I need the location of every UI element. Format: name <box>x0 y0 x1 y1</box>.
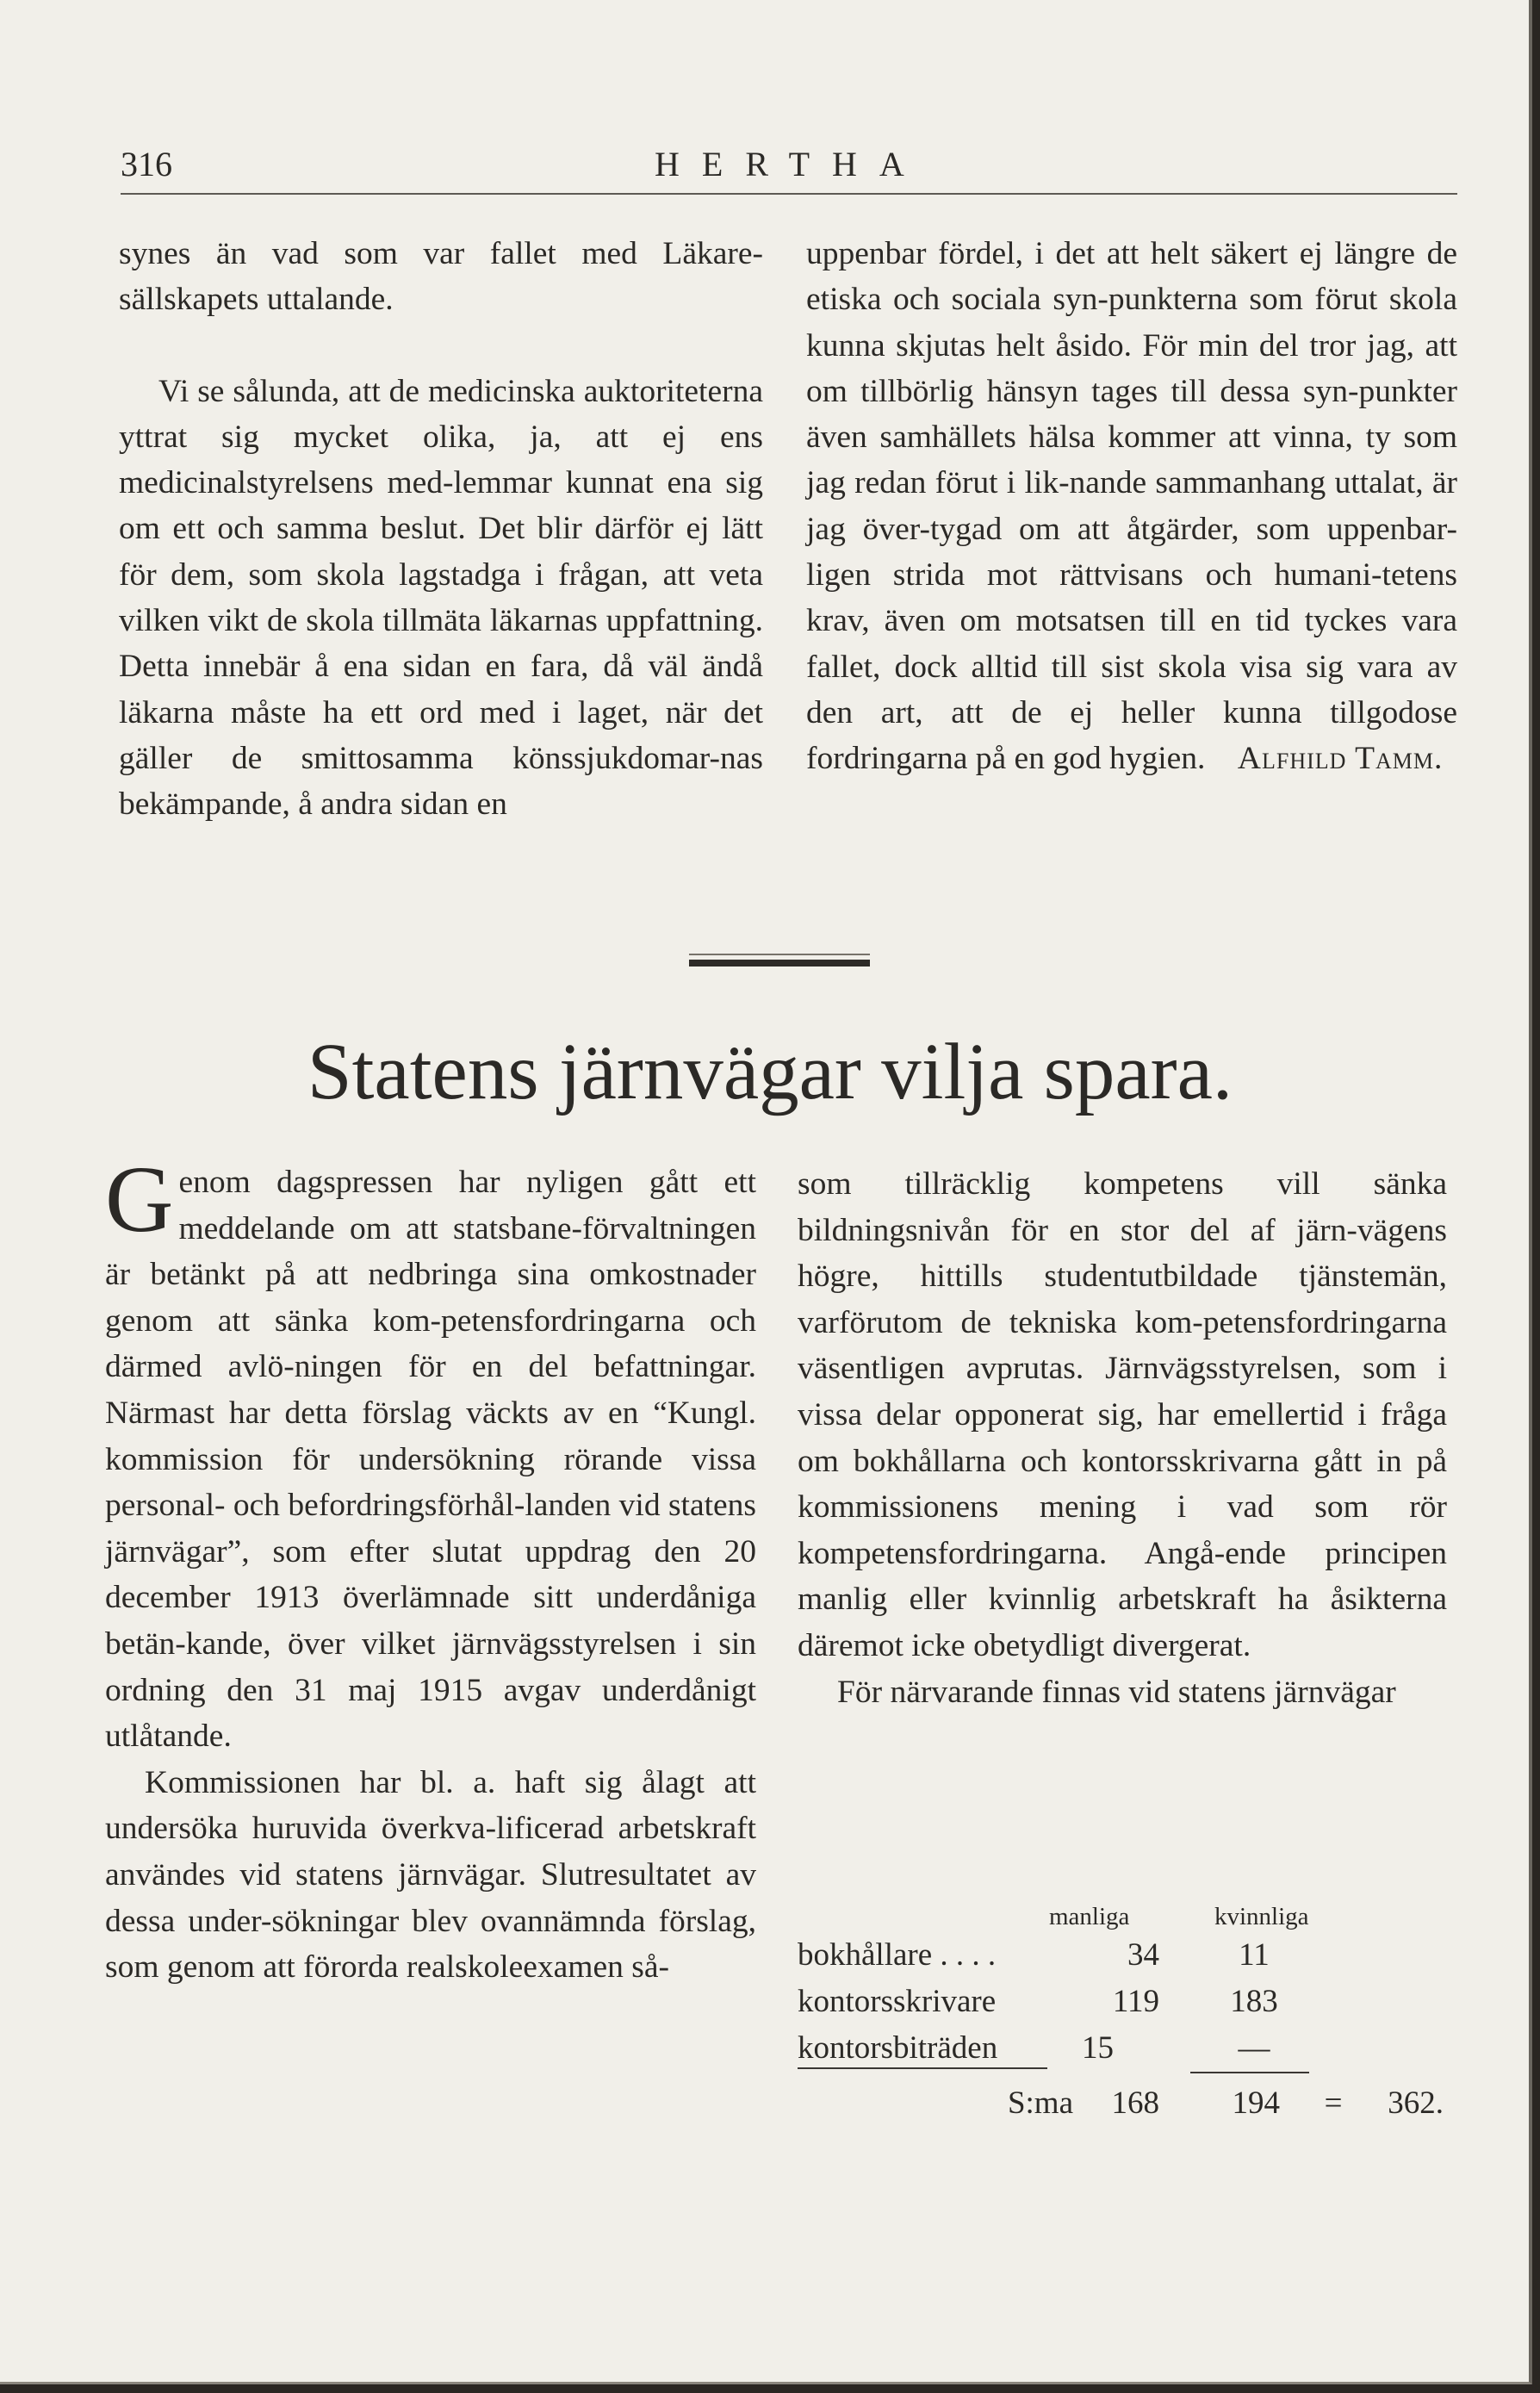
article-left-column <box>105 1147 757 1991</box>
row-label: bokhållare . . . . <box>798 1937 997 1973</box>
male-count: 119 <box>1112 1984 1159 2019</box>
row-label: kontorsbiträden <box>798 2030 998 2066</box>
article-title: Statens järnvägar vilja spara. <box>307 1028 1233 1116</box>
grand-total: 362. <box>1388 2085 1444 2121</box>
section-divider <box>689 960 870 967</box>
column-header-male: manliga <box>1049 1903 1130 1930</box>
previous-article-left-column <box>119 231 763 828</box>
paragraph <box>105 1147 757 1760</box>
sum-rule-labels <box>798 2067 1047 2069</box>
paragraph-text: enom dagspressen har nyligen gått ett meddelande om att statsbane-förvaltningen är betänkt på att nedbringa sina omkostnader genom att sänka kom-petensfordringarna och därmed avlö-ningen för en del befattningar. Närmast har detta förslag väckts av en “Kungl. kommission för undersökning rörande vissa personal- och befordringsförhål-landen vid statens järnvägar”, som efter slutat uppdrag den 20 december 1913 överlämnade sitt underdåniga betän-kande, över vilket järnvägsstyrelsen i sin ordning den 31 maj 1915 avgav underdånigt utlåtande. <box>105 1165 757 1755</box>
running-header <box>121 145 1457 191</box>
female-count: 11 <box>1239 1937 1270 1973</box>
paragraph: synes än vad som var fallet med Läkare-sällskapets uttalande. <box>119 236 763 318</box>
staff-statistics-table <box>798 1895 1452 2136</box>
female-count: — <box>1238 2030 1270 2066</box>
paragraph: som tillräcklig kompetens vill sänka bildningsnivån för en stor del af järn-vägens högre, hittills studentutbildade tjänstemän, varförutom de tekniska kom-petensfordringarna väsentligen avprutas. Järnvägsstyrelsen, som i vissa delar opponerat sig, har emellertid i fråga om bokhållarna och kontorsskrivarna gått in på kommissionens mening i vad som rör kompetensfordringarna. Angå-ende principen manlig eller kvinnlig arbetskraft ha åsikterna däremot icke obetydligt divergerat. <box>798 1166 1447 1663</box>
paragraph-text: uppenbar fördel, i det att helt säkert ej längre de etiska och sociala syn-punkterna som förut skola kunna skjutas helt åsido. För min del tror jag, att om tillbörlig hänsyn tages till dessa syn-punkter även samhällets hälsa kommer att vinna, ty som jag redan förut i lik-nande sammanhang uttalat, är jag över-tygad om att åtgärder, som uppenbar-ligen strida mot rättvisans och humani-tetens krav, även om motsatsen till en tid tyckes vara fallet, dock alltid till sist skola visa sig vara av den art, att de ej heller kunna tillgodose fordringarna på en god hygien. <box>806 236 1457 777</box>
male-count: 34 <box>1127 1937 1159 1973</box>
paragraph: För närvarande finnas vid statens järnvägar <box>837 1674 1396 1710</box>
row-label: kontorsskrivare <box>798 1984 997 2019</box>
section-divider-thin <box>689 954 870 955</box>
sum-label: S:ma <box>1007 2085 1073 2121</box>
column-header-female: kvinnliga <box>1214 1903 1309 1930</box>
previous-article-right-column <box>806 231 1457 782</box>
female-sum: 194 <box>1232 2085 1280 2121</box>
paragraph: Vi se sålunda, att de medicinska auktoriteterna yttrat sig mycket olika, ja, att ej ens medicinalstyrelsens med-lemmar kunnat ena sig om ett och samma beslut. Det blir därför ej lätt för dem, som skola lagstadga i frågan, att veta vilken vikt de skola tillmäta läkarnas uppfattning. Detta innebär å ena sidan en fara, då väl ändå läkarna måste ha ett ord med i laget, när det gäller de smittosamma könssjukdomar-nas bekämpande, å andra sidan en <box>119 373 763 823</box>
male-count: 15 <box>1082 2030 1114 2066</box>
journal-title: HERTHA <box>655 145 927 183</box>
header-rule <box>121 193 1457 195</box>
male-sum: 168 <box>1111 2085 1159 2121</box>
article-right-column <box>798 1161 1447 1715</box>
paragraph <box>806 231 1457 782</box>
paragraph: Kommissionen har bl. a. haft sig ålagt att undersöka huruvida överkva-lificerad arbetskraft användes vid statens järnvägar. Slutresultatet av dessa under-sökningar blev ovannämnda förslag, som genom att förorda realskoleexamen så- <box>105 1764 756 1986</box>
sum-rule-female <box>1190 2072 1309 2073</box>
page-number: 316 <box>121 145 172 183</box>
female-count: 183 <box>1230 1984 1278 2019</box>
author-signature: Alfhild Tamm. <box>1237 741 1444 777</box>
equals-sign: = <box>1324 2085 1343 2121</box>
drop-cap: G <box>105 1147 174 1252</box>
